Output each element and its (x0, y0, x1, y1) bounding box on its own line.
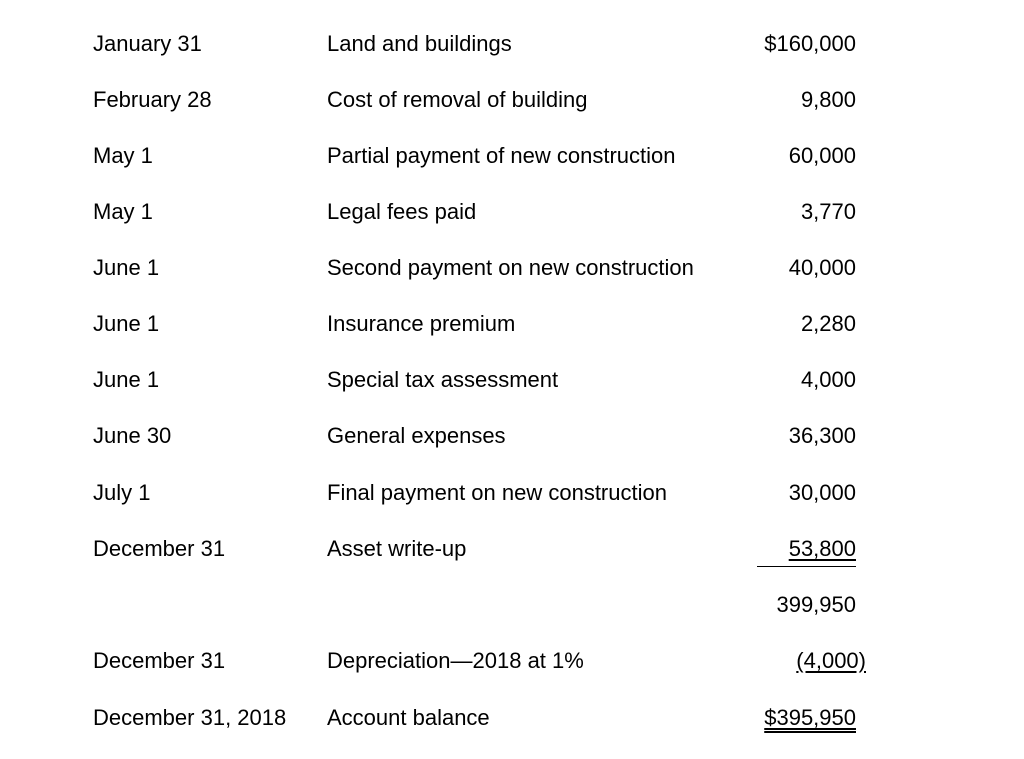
ledger-row (0, 197, 1024, 227)
row-description: Land and buildings (327, 31, 512, 56)
row-description: Depreciation—2018 at 1% (327, 648, 584, 673)
ledger-row (0, 253, 1024, 283)
row-date: December 31, 2018 (93, 705, 287, 730)
row-date: July 1 (93, 480, 151, 505)
ledger-row (0, 85, 1024, 115)
balance-amount: $395,950 (764, 705, 856, 730)
row-description: Final payment on new construction (327, 480, 667, 505)
subtotal-rule (757, 566, 856, 567)
row-amount: 60,000 (788, 143, 856, 168)
row-date: June 1 (93, 311, 160, 336)
row-amount: 30,000 (788, 480, 856, 505)
ledger-row (0, 421, 1024, 451)
subtotal-amount: 399,950 (776, 592, 856, 617)
row-amount: (4,000) (796, 648, 866, 673)
row-amount: $160,000 (764, 31, 856, 56)
row-date: December 31 (93, 536, 226, 561)
row-amount: 3,770 (800, 199, 856, 224)
row-amount: 9,800 (800, 87, 856, 112)
row-description: General expenses (327, 423, 506, 448)
row-amount: 53,800 (788, 536, 856, 561)
ledger-row (0, 141, 1024, 171)
subtotal-row (0, 590, 1024, 620)
row-description: Cost of removal of building (327, 87, 588, 112)
row-date: December 31 (93, 648, 226, 673)
ledger-row (0, 309, 1024, 339)
row-description: Second payment on new construction (327, 255, 694, 280)
row-date: January 31 (93, 31, 202, 56)
row-amount: 40,000 (788, 255, 856, 280)
row-amount: 2,280 (800, 311, 856, 336)
ledger-row (0, 29, 1024, 59)
row-description: Special tax assessment (327, 367, 559, 392)
row-amount: 4,000 (800, 367, 856, 392)
row-date: June 1 (93, 367, 160, 392)
ledger-row (0, 478, 1024, 508)
row-description: Legal fees paid (327, 199, 477, 224)
row-description: Partial payment of new construction (327, 143, 676, 168)
row-date: May 1 (93, 143, 153, 168)
ledger-row (0, 365, 1024, 395)
row-description: Account balance (327, 705, 490, 730)
row-description: Asset write-up (327, 536, 467, 561)
row-description: Insurance premium (327, 311, 516, 336)
row-date: February 28 (93, 87, 212, 112)
row-amount: 36,300 (788, 423, 856, 448)
row-date: June 1 (93, 255, 160, 280)
row-date: June 30 (93, 423, 172, 448)
depreciation-row (0, 646, 1024, 676)
ledger-row (0, 534, 1024, 564)
row-date: May 1 (93, 199, 153, 224)
balance-row (0, 703, 1024, 733)
